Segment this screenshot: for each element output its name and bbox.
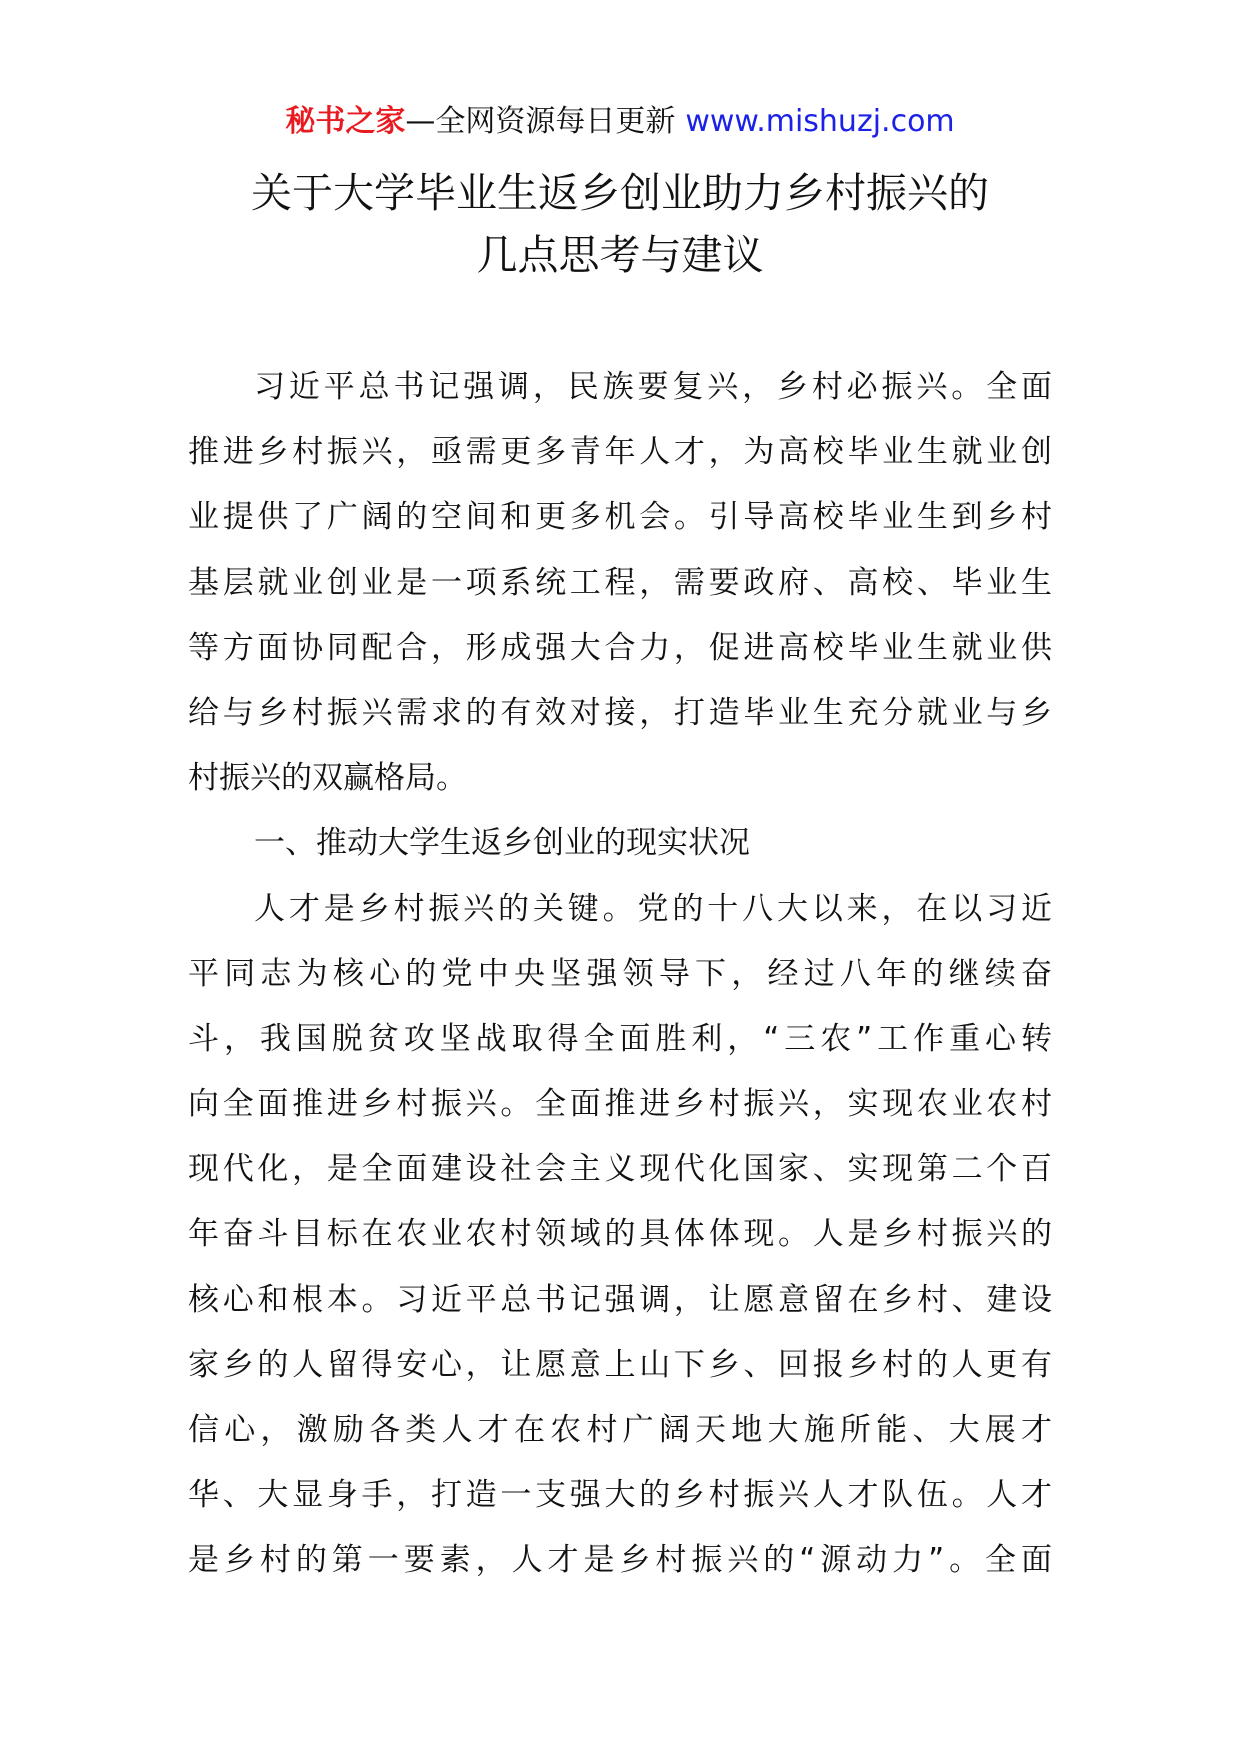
paragraph-line: 华、大显身手，打造一支强大的乡村振兴人才队伍。人才 xyxy=(188,1477,1052,1514)
paragraph-line: 现代化，是全面建设社会主义现代化国家、实现第二个百 xyxy=(188,1151,1052,1188)
paragraph-line: 习近平总书记强调，民族要复兴，乡村必振兴。全面 xyxy=(254,369,1052,405)
title-line-1: 关于大学毕业生返乡创业助力乡村振兴的 xyxy=(251,169,989,217)
paragraph-line: 推进乡村振兴，亟需更多青年人才，为高校毕业生就业创 xyxy=(188,434,1052,471)
header-slogan: —全网资源每日更新 xyxy=(405,104,676,139)
paragraph-line: 等方面协同配合，形成强大合力，促进高校毕业生就业供 xyxy=(188,629,1052,666)
paragraph-line: 家乡的人留得安心，让愿意上山下乡、回报乡村的人更有 xyxy=(188,1346,1052,1383)
paragraph-line: 年奋斗目标在农业农村领域的具体体现。人是乡村振兴的 xyxy=(188,1216,1052,1253)
title-line-2: 几点思考与建议 xyxy=(476,231,764,279)
paragraph-line: 业提供了广阔的空间和更多机会。引导高校毕业生到乡村 xyxy=(188,499,1052,536)
paragraph-line: 是乡村的第一要素，人才是乡村振兴的“源动力”。全面 xyxy=(188,1542,1052,1579)
paragraph-line: 斗，我国脱贫攻坚战取得全面胜利，“三农”工作重心转 xyxy=(188,1020,1052,1057)
paragraph-line: 平同志为核心的党中央坚强领导下，经过八年的继续奋 xyxy=(188,955,1052,992)
document-body xyxy=(188,355,1052,1594)
paragraph-line: 基层就业创业是一项系统工程，需要政府、高校、毕业生 xyxy=(188,564,1052,601)
site-header xyxy=(0,100,1240,144)
document-title xyxy=(0,162,1240,286)
brand-name: 秘书之家 xyxy=(285,104,406,139)
paragraph-line: 核心和根本。习近平总书记强调，让愿意留在乡村、建设 xyxy=(188,1281,1052,1318)
site-url-link[interactable]: www.mishuzj.com xyxy=(685,104,955,139)
section-heading: 一、推动大学生返乡创业的现实状况 xyxy=(254,825,750,862)
paragraph-line: 信心，激励各类人才在农村广阔天地大施所能、大展才 xyxy=(188,1412,1052,1448)
paragraph-line: 给与乡村振兴需求的有效对接，打造毕业生充分就业与乡 xyxy=(188,694,1052,731)
paragraph-line: 向全面推进乡村振兴。全面推进乡村振兴，实现农业农村 xyxy=(188,1086,1052,1123)
paragraph-line: 村振兴的双赢格局。 xyxy=(188,760,467,797)
paragraph-line: 人才是乡村振兴的关键。党的十八大以来，在以习近 xyxy=(254,890,1052,927)
